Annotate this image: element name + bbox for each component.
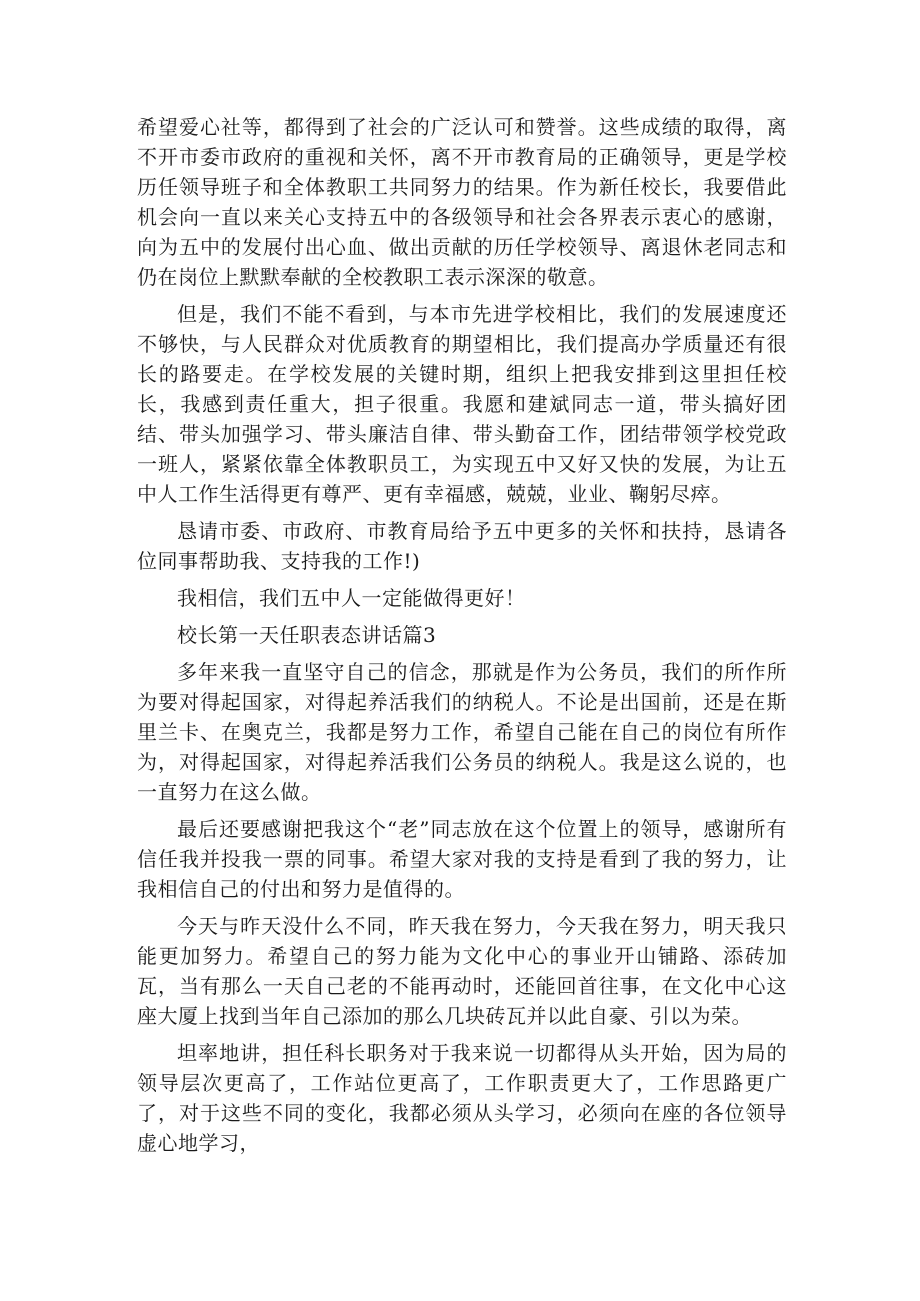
- paragraph-continuation: 希望爱心社等，都得到了社会的广泛认可和赞誉。这些成绩的取得，离不开市委市政府的重视和关怀，离不开市教育局的正确领导，更是学校历任领导班子和全体教职工共同努力的结果。作为新任校长，我要借此机会向一直以来关心支持五中的各级领导和社会各界表示衷心的感谢，向为五中的发展付出心血、做出贡献的历任学校领导、离退休老同志和仍在岗位上默默奉献的全校教职工表示深深的敬意。: [137, 115, 787, 289]
- document-body: [137, 112, 787, 1165]
- paragraph-belief: 多年来我一直坚守自己的信念，那就是作为公务员，我们的所作所为要对得起国家，对得起养活我们的纳税人。不论是出国前，还是在斯里兰卡、在奥克兰，我都是努力工作，希望自己能在自己的岗位有所作为，对得起国家，对得起养活我们公务员的纳税人。我是这么说的，也一直努力在这么做。: [137, 660, 787, 804]
- paragraph-request-support: 恳请市委、市政府、市教育局给予五中更多的关怀和扶持，恳请各位同事帮助我、支持我的工作!): [137, 519, 787, 573]
- section-heading: 校长第一天任职表态讲话篇3: [177, 623, 437, 647]
- paragraph-thanks: 最后还要感谢把我这个“老”同志放在这个位置上的领导，感谢所有信任我并投我一票的同事。希望大家对我的支持是看到了我的努力，让我相信自己的付出和努力是值得的。: [137, 817, 787, 901]
- paragraph-development: 但是，我们不能不看到，与本市先进学校相比，我们的发展速度还不够快，与人民群众对优质教育的期望相比，我们提高办学质量还有很长的路要走。在学校发展的关键时期，组织上把我安排到这里担任校长，我感到责任重大，担子很重。我愿和建斌同志一道，带头搞好团结、带头加强学习、带头廉洁自律、带头勤奋工作，团结带领学校党政一班人，紧紧依靠全体教职员工，为实现五中又好又快的发展，为让五中人工作生活得更有尊严、更有幸福感，兢兢，业业、鞠躬尽瘁。: [137, 302, 787, 506]
- paragraph-confidence: 我相信，我们五中人一定能做得更好！: [177, 586, 526, 610]
- paragraph-candid: 坦率地讲，担任科长职务对于我来说一切都得从头开始，因为局的领导层次更高了，工作站位更高了，工作职责更大了，工作思路更广了，对于这些不同的变化，我都必须从头学习，必须向在座的各位领导虚心地学习，: [137, 1041, 787, 1155]
- paragraph-effort: 今天与昨天没什么不同，昨天我在努力，今天我在努力，明天我只能更加努力。希望自己的努力能为文化中心的事业开山铺路、添砖加瓦，当有那么一天自己老的不能再动时，还能回首往事，在文化中心这座大厦上找到当年自己添加的那么几块砖瓦并以此自豪、引以为荣。: [137, 914, 787, 1028]
